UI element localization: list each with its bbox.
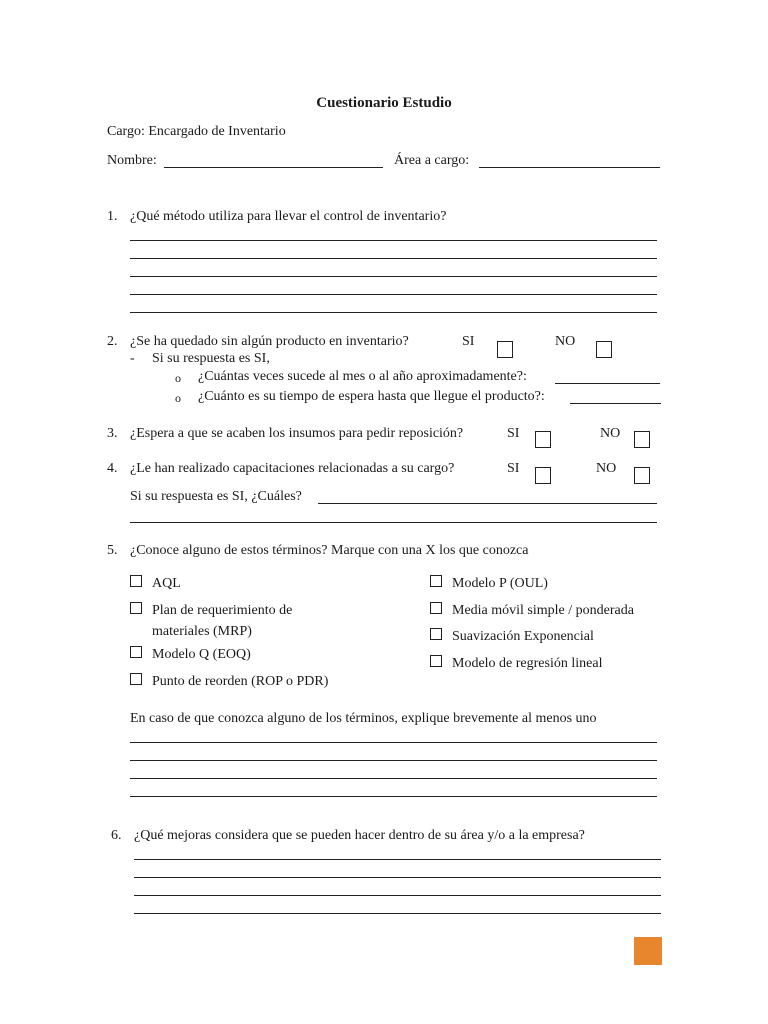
q3-no-checkbox[interactable] bbox=[634, 431, 650, 448]
q6-number: 6. bbox=[111, 828, 122, 843]
q2-sub2-field[interactable] bbox=[570, 403, 661, 404]
q6-answer-line[interactable] bbox=[134, 877, 661, 878]
q5-answer-line[interactable] bbox=[130, 796, 657, 797]
q5-number: 5. bbox=[107, 543, 118, 558]
q2-si-checkbox[interactable] bbox=[497, 341, 513, 358]
media-movil-checkbox[interactable] bbox=[430, 602, 442, 614]
q4-text: ¿Le han realizado capacitaciones relacionadas a su cargo? bbox=[130, 461, 455, 476]
q5-text: ¿Conoce alguno de estos términos? Marque con una X los que conozca bbox=[130, 543, 529, 558]
q5-answer-line[interactable] bbox=[130, 760, 657, 761]
q3-number: 3. bbox=[107, 426, 118, 441]
q6-answer-line[interactable] bbox=[134, 895, 661, 896]
q4-follow-field[interactable] bbox=[318, 503, 657, 504]
option-mrp-line1: Plan de requerimiento de bbox=[152, 603, 293, 618]
q1-number: 1. bbox=[107, 209, 118, 224]
q4-answer-line[interactable] bbox=[130, 522, 657, 523]
q4-no-label: NO bbox=[596, 461, 617, 476]
q5-answer-line[interactable] bbox=[130, 742, 657, 743]
q2-text: ¿Se ha quedado sin algún producto en inventario? bbox=[130, 334, 409, 349]
regresion-checkbox[interactable] bbox=[430, 655, 442, 667]
option-suavizacion: Suavización Exponencial bbox=[452, 629, 594, 644]
option-eoq: Modelo Q (EOQ) bbox=[152, 647, 251, 662]
q4-si-checkbox[interactable] bbox=[535, 467, 551, 484]
bullet-icon: o bbox=[175, 391, 181, 405]
oul-checkbox[interactable] bbox=[430, 575, 442, 587]
q1-answer-line[interactable] bbox=[130, 276, 657, 277]
q2-sub1-field[interactable] bbox=[555, 383, 660, 384]
q2-sub2-text: ¿Cuánto es su tiempo de espera hasta que llegue el producto?: bbox=[198, 389, 545, 404]
area-label: Área a cargo: bbox=[394, 153, 470, 168]
q2-si-label: SI bbox=[462, 334, 475, 349]
aql-checkbox[interactable] bbox=[130, 575, 142, 587]
q4-no-checkbox[interactable] bbox=[634, 467, 650, 484]
q2-number: 2. bbox=[107, 334, 118, 349]
q6-text: ¿Qué mejoras considera que se pueden hacer dentro de su área y/o a la empresa? bbox=[134, 828, 585, 843]
option-media-movil: Media móvil simple / ponderada bbox=[452, 603, 634, 618]
option-aql: AQL bbox=[152, 576, 181, 591]
bullet-icon: o bbox=[175, 371, 181, 385]
q3-si-checkbox[interactable] bbox=[535, 431, 551, 448]
eoq-checkbox[interactable] bbox=[130, 646, 142, 658]
q5-explain-text: En caso de que conozca alguno de los términos, explique brevemente al menos uno bbox=[130, 711, 597, 726]
mrp-checkbox[interactable] bbox=[130, 602, 142, 614]
q6-answer-line[interactable] bbox=[134, 859, 661, 860]
option-rop: Punto de reorden (ROP o PDR) bbox=[152, 674, 329, 689]
suavizacion-checkbox[interactable] bbox=[430, 628, 442, 640]
q6-answer-line[interactable] bbox=[134, 913, 661, 914]
page-title: Cuestionario Estudio bbox=[316, 95, 452, 111]
nombre-label: Nombre: bbox=[107, 153, 157, 168]
option-oul: Modelo P (OUL) bbox=[452, 576, 548, 591]
q2-sub1-text: ¿Cuántas veces sucede al mes o al año aproximadamente?: bbox=[198, 369, 527, 384]
q2-no-label: NO bbox=[555, 334, 576, 349]
q2-dash: - bbox=[130, 351, 135, 366]
q1-text: ¿Qué método utiliza para llevar el control de inventario? bbox=[130, 209, 447, 224]
area-field[interactable] bbox=[479, 167, 660, 168]
q1-answer-line[interactable] bbox=[130, 258, 657, 259]
q3-si-label: SI bbox=[507, 426, 520, 441]
cargo-text: Cargo: Encargado de Inventario bbox=[107, 124, 286, 139]
q1-answer-line[interactable] bbox=[130, 312, 657, 313]
q3-no-label: NO bbox=[600, 426, 621, 441]
nombre-field[interactable] bbox=[164, 167, 383, 168]
option-mrp-line2: materiales (MRP) bbox=[152, 624, 252, 639]
q2-no-checkbox[interactable] bbox=[596, 341, 612, 358]
orange-square-decoration bbox=[634, 937, 662, 965]
q2-sub-text: Si su respuesta es SI, bbox=[152, 351, 270, 366]
rop-checkbox[interactable] bbox=[130, 673, 142, 685]
q4-number: 4. bbox=[107, 461, 118, 476]
q5-answer-line[interactable] bbox=[130, 778, 657, 779]
q4-follow-text: Si su respuesta es SI, ¿Cuáles? bbox=[130, 489, 302, 504]
q4-si-label: SI bbox=[507, 461, 520, 476]
q3-text: ¿Espera a que se acaben los insumos para pedir reposición? bbox=[130, 426, 464, 441]
q1-answer-line[interactable] bbox=[130, 294, 657, 295]
q1-answer-line[interactable] bbox=[130, 240, 657, 241]
option-regresion: Modelo de regresión lineal bbox=[452, 656, 603, 671]
